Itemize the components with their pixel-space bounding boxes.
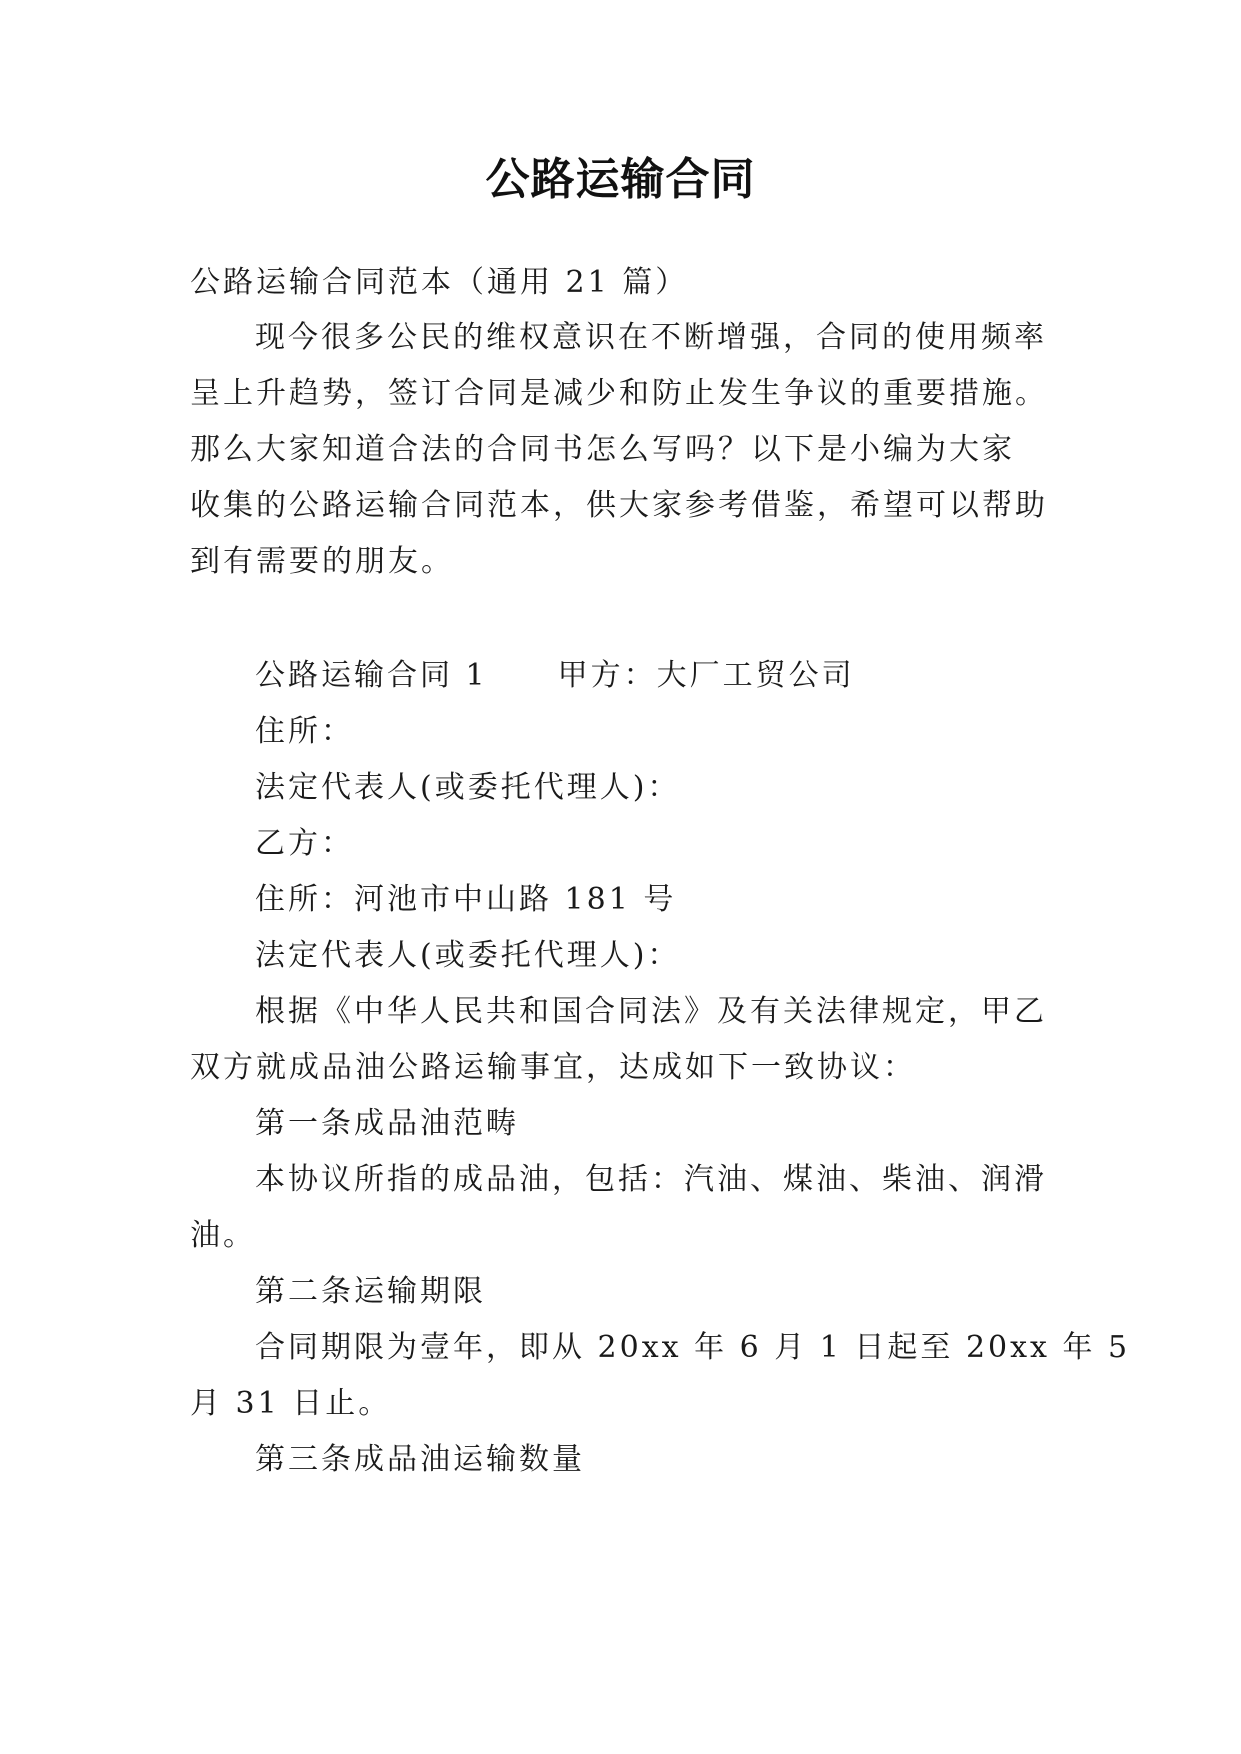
article-2-line: 合同期限为壹年，即从 20xx 年 6 月 1 日起至 20xx 年 5 [255,1330,1131,1365]
basis-line: 根据《中华人民共和国合同法》及有关法律规定，甲乙 [255,994,1047,1029]
article-2-title: 第二条运输期限 [255,1274,486,1309]
basis-line: 双方就成品油公路运输事宜，达成如下一致协议： [190,1050,916,1085]
party-b: 乙方： [255,826,354,861]
article-1-line: 油。 [190,1218,256,1253]
document-subtitle: 公路运输合同范本（通用 21 篇） [190,265,689,300]
article-2-line: 月 31 日止。 [190,1386,392,1421]
intro-line: 那么大家知道合法的合同书怎么写吗？以下是小编为大家 [190,432,1015,467]
intro-line: 到有需要的朋友。 [190,544,454,579]
document-title: 公路运输合同 [485,154,756,205]
party-a-representative: 法定代表人(或委托代理人)： [255,770,681,805]
party-b-representative: 法定代表人(或委托代理人)： [255,938,681,973]
article-1-line: 本协议所指的成品油，包括：汽油、煤油、柴油、润滑 [255,1162,1047,1197]
article-3-title: 第三条成品油运输数量 [255,1442,585,1477]
article-1-title: 第一条成品油范畴 [255,1106,519,1141]
intro-line: 收集的公路运输合同范本，供大家参考借鉴，希望可以帮助 [190,488,1048,523]
intro-line: 现今很多公民的维权意识在不断增强，合同的使用频率 [255,320,1047,355]
intro-line: 呈上升趋势，签订合同是减少和防止发生争议的重要措施。 [190,376,1048,411]
contract-heading: 公路运输合同 1 [255,658,488,693]
contract-heading-line [255,656,855,696]
party-a-address: 住所： [255,714,354,749]
party-b-address: 住所：河池市中山路 181 号 [255,882,677,917]
party-a: 甲方：大厂工贸公司 [557,658,855,693]
